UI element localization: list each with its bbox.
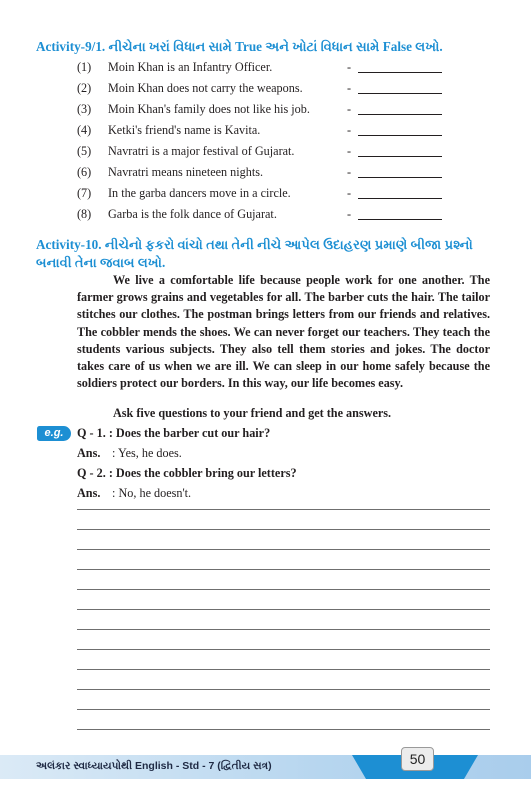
answer-blank[interactable] xyxy=(358,135,442,136)
writing-line[interactable] xyxy=(77,549,490,550)
writing-line[interactable] xyxy=(77,589,490,590)
item-statement: Moin Khan is an Infantry Officer. xyxy=(108,60,273,74)
activity-10-heading xyxy=(36,236,506,272)
answer-blank[interactable] xyxy=(358,198,442,199)
answer-blank[interactable] xyxy=(358,177,442,178)
list-item xyxy=(0,165,531,186)
answer-1 xyxy=(77,446,182,461)
reading-paragraph xyxy=(77,272,490,392)
writing-line[interactable] xyxy=(77,529,490,530)
writing-line[interactable] xyxy=(77,649,490,650)
list-item xyxy=(0,81,531,102)
list-item xyxy=(0,144,531,165)
item-number: (1) xyxy=(77,60,92,74)
list-item xyxy=(0,60,531,81)
item-statement: Navratri is a major festival of Gujarat. xyxy=(108,144,295,158)
question-1: Q - 1. : Does the barber cut our hair? xyxy=(77,426,271,440)
list-item xyxy=(0,123,531,144)
answer-label: Ans. xyxy=(77,446,101,460)
answer-label: Ans. xyxy=(77,486,101,500)
item-number: (2) xyxy=(77,81,92,95)
item-number: (8) xyxy=(77,207,92,221)
activity-10-label: Activity-10. xyxy=(36,237,102,252)
task-instruction: Ask five questions to your friend and get the answers. xyxy=(113,406,392,420)
list-item xyxy=(0,186,531,207)
activity-9-label: Activity-9/1. xyxy=(36,39,106,54)
writing-line[interactable] xyxy=(77,569,490,570)
item-statement: Moin Khan does not carry the weapons. xyxy=(108,81,303,95)
item-number: (7) xyxy=(77,186,92,200)
writing-line[interactable] xyxy=(77,709,490,710)
item-statement: Moin Khan's family does not like his job. xyxy=(108,102,310,116)
item-statement: Ketki's friend's name is Kavita. xyxy=(108,123,261,137)
writing-line[interactable] xyxy=(77,669,490,670)
item-number: (3) xyxy=(77,102,92,116)
answer-2 xyxy=(77,486,191,501)
answer-blank[interactable] xyxy=(358,156,442,157)
item-statement: Garba is the folk dance of Gujarat. xyxy=(108,207,277,221)
item-dash: - xyxy=(347,207,352,221)
writing-line[interactable] xyxy=(77,629,490,630)
activity-9-instruction: નીચેના ખરાં વિધાન સામે True અને ખોટાં વિધાન સામે False લખો. xyxy=(108,39,443,54)
item-statement: Navratri means nineteen nights. xyxy=(108,165,264,179)
footer-title: અલંકાર સ્વાધ્યાયપોથી English - Std - 7 (દ્વિતીય સત્ર) xyxy=(36,760,272,772)
answer-blank[interactable] xyxy=(358,72,442,73)
item-dash: - xyxy=(347,144,352,158)
writing-line[interactable] xyxy=(77,609,490,610)
paragraph-text: We live a comfortable life because people work for one another. The farmer grows grains and vegetables for all. The barber cuts the hair. The tailor stitches our clothes. The postman brings letters from our friends and relatives. The cobbler mends the shoes. We can never forget our teachers. They teach the students various subjects. They also tell them stories and jokes. The doctor takes care of us when we are ill. We can sleep in our home safely because the soldiers protect our borders. In this way, our life becomes easy. xyxy=(77,273,490,391)
writing-line[interactable] xyxy=(77,689,490,690)
page-number: 50 xyxy=(401,747,434,771)
item-number: (4) xyxy=(77,123,92,137)
item-dash: - xyxy=(347,186,352,200)
item-number: (5) xyxy=(77,144,92,158)
item-dash: - xyxy=(347,123,352,137)
item-dash: - xyxy=(347,60,352,74)
list-item xyxy=(0,102,531,123)
answer-text: : Yes, he does. xyxy=(112,446,182,460)
item-statement: In the garba dancers move in a circle. xyxy=(108,186,291,200)
item-dash: - xyxy=(347,81,352,95)
answer-blank[interactable] xyxy=(358,219,442,220)
writing-line[interactable] xyxy=(77,509,490,510)
answer-blank[interactable] xyxy=(358,114,442,115)
list-item xyxy=(0,207,531,228)
writing-line[interactable] xyxy=(77,729,490,730)
activity-10-instruction: નીચેનો ફકરો વાંચો તથા તેની નીચે આપેલ ઉદાહરણ પ્રમાણે બીજા પ્રશ્નો બનાવી તેના જવાબ લખો. xyxy=(36,237,473,270)
example-badge: e.g. xyxy=(37,426,71,441)
activity-9-heading xyxy=(36,38,506,56)
item-number: (6) xyxy=(77,165,92,179)
item-dash: - xyxy=(347,102,352,116)
item-dash: - xyxy=(347,165,352,179)
answer-text: : No, he doesn't. xyxy=(112,486,192,500)
answer-blank[interactable] xyxy=(358,93,442,94)
question-2: Q - 2. : Does the cobbler bring our letters? xyxy=(77,466,297,480)
